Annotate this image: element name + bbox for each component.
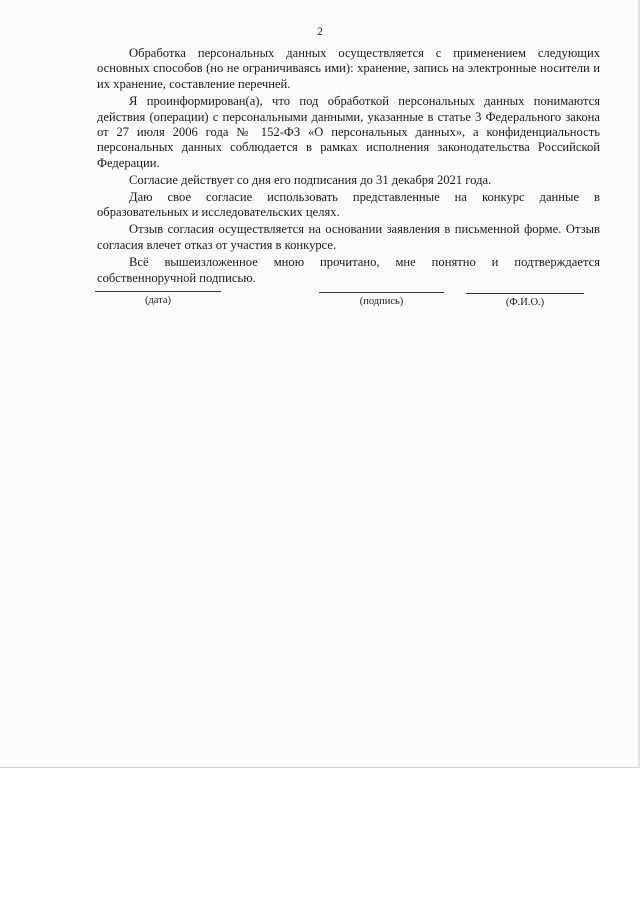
paragraph-withdrawal: Отзыв согласия осуществляется на основании заявления в письменной форме. Отзыв согласия влечет отказ от участия в конкурсе. bbox=[97, 222, 600, 252]
consent-text bbox=[97, 46, 600, 288]
name-caption: (Ф.И.О.) bbox=[505, 297, 545, 308]
page-number: 2 bbox=[317, 26, 323, 38]
name-line bbox=[466, 293, 584, 294]
paragraph-confirmation: Всё вышеизложенное мною прочитано, мне понятно и подтверждается собственноручной подписью. bbox=[97, 255, 600, 285]
page-margin bbox=[0, 768, 640, 905]
paragraph-informed: Я проинформирован(а), что под обработкой персональных данных понимаются действия (операции) с персональными данными, указанные в статье 3 Федерального закона от 27 июля 2006 года № 152-ФЗ «О персональных данных», а конфиденциальность персональных данных соблюдается в рамках исполнения законодательства Российской Федерации. bbox=[97, 94, 600, 170]
signature-caption: (подпись) bbox=[359, 296, 404, 307]
date-line bbox=[95, 291, 221, 292]
date-caption: (дата) bbox=[144, 295, 172, 306]
paragraph-validity: Согласие действует со дня его подписания до 31 декабря 2021 года. bbox=[129, 173, 492, 188]
paragraph-data-usage: Даю свое согласие использовать представленные на конкурс данные в образовательных и исследовательских целях. bbox=[97, 189, 600, 220]
paragraph-processing-methods: Обработка персональных данных осуществляется с применением следующих основных способов (но не ограничиваясь ими): хранение, запись на электронные носители и их хранение, составление перечней. bbox=[97, 46, 600, 91]
signature-line bbox=[319, 292, 444, 293]
